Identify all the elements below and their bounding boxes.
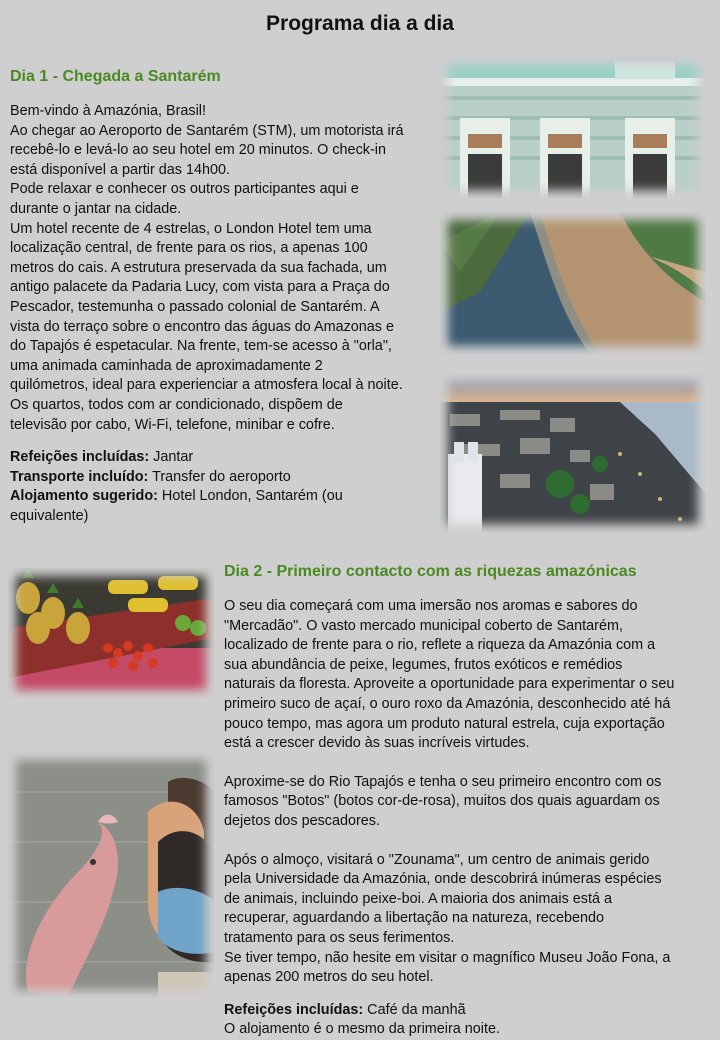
day1-line: televisão por cabo, Wi-Fi, telefone, minibar e cofre. [10,416,335,433]
day2-line: dejetos dos pescadores. [224,812,380,829]
day2-line: apenas 200 metros do seu hotel. [224,969,434,986]
day1-line: Bem-vindo à Amazónia, Brasil! [10,103,206,119]
hotel-facade-photo [440,56,706,198]
day2-line: Após o almoço, visitará o "Zounama", um centro de animais gerido [224,851,650,868]
day2-line: sua abundância de peixe, legumes, frutos exóticos e remédios [224,656,623,673]
day2-line: O seu dia começará com uma imersão nos aromas e sabores do [224,598,638,614]
meals-value: Jantar [149,449,194,466]
day1-line: uma animada caminhada de aproximadamente 2 [10,357,323,374]
day2-line: localizado de frente para o rio, reflete a riqueza da Amazónia com a [224,637,656,654]
day1-line: Os quartos, todos com ar condicionado, dispõem de [10,396,343,413]
day1-body [10,102,440,526]
meals-label: Refeições incluídas: [224,1001,364,1018]
day1-line: Ao chegar ao Aeroporto de Santarém (STM), um motorista irá [10,122,404,139]
santarem-city-photo [440,374,706,532]
day1-line: do Tapajós é espetacular. Na frente, tem-se acesso à "orla", [10,338,392,355]
day2-line: "Mercadão". O vasto mercado municipal coberto de Santarém, [224,617,623,634]
day2-line: famosos "Botos" (botos cor-de-rosa), muitos dos quais aguardam os [224,793,660,810]
market-fruit-photo [8,568,214,698]
day1-lodging [10,487,440,507]
day1-line: quilómetros, ideal para experienciar a atmosfera local à noite. [10,377,403,394]
day2-line: Aproxime-se do Rio Tapajós e tenha o seu primeiro encontro com os [224,773,662,790]
day2-line: naturais da floresta. Aproveite a oportunidade para experimentar o seu [224,676,675,693]
day1-line: Pode relaxar e conhecer os outros participantes aqui e [10,181,359,198]
day1-line: antigo palacete da Padaria Lucy, com vista para a Praça do [10,279,390,296]
day2-line: recuperar, aguardando a libertação na natureza, recebendo [224,910,605,927]
lodging-value: Hotel London, Santarém (ou [157,488,343,505]
day1-meals [10,448,440,468]
day1-lodging-cont: equivalente) [10,507,89,524]
meals-label: Refeições incluídas: [10,449,150,466]
day2-line: tratamento para os seus ferimentos. [224,929,455,946]
day1-line: localização central, de frente para os rios, a apenas 100 [10,240,368,257]
day2-line: de animais, incluindo peixe-boi. A maioria dos animais está a [224,890,612,907]
day2-lodging-note: O alojamento é o mesmo da primeira noite. [224,1021,500,1038]
day2-line: primeiro suco de açaí, o ouro roxo da Amazónia, desconhecido até há [224,695,671,712]
day1-line: Pescador, testemunha o passado colonial de Santarém. A [10,298,380,315]
day1-line: metros do cais. A estrutura preservada da sua fachada, um [10,259,387,276]
lodging-label: Alojamento sugerido: [10,488,158,505]
river-meeting-photo [440,212,706,354]
transport-value: Transfer do aeroporto [148,468,291,485]
day2-line: pela Universidade da Amazónia, onde descobrirá inúmeras espécies [224,871,662,888]
day2-body [224,597,714,1040]
day2-line: Se tiver tempo, não hesite em visitar o magnífico Museu João Fona, a [224,949,671,966]
day1-line: durante o jantar na cidade. [10,200,182,217]
day1-line: recebê-lo e levá-lo ao seu hotel em 20 minutos. O check-in [10,142,386,159]
day2-meals [224,1001,714,1021]
meals-value: Café da manhã [363,1001,466,1018]
day2-line: está a crescer devido às suas incríveis virtudes. [224,735,530,752]
page-title: Programa dia a dia [266,12,454,35]
transport-label: Transporte incluído: [10,468,149,485]
day2-line: pouco tempo, mas agora um produto natural estrela, cuja exportação [224,715,665,732]
day1-line: Um hotel recente de 4 estrelas, o London Hotel tem uma [10,220,372,237]
day1-transport [10,468,440,488]
day1-title: Dia 1 - Chegada a Santarém [10,68,221,85]
day1-line: está disponível a partir das 14h00. [10,161,230,178]
day1-line: vista do terraço sobre o encontro das águas do Amazonas e [10,318,394,335]
day2-title: Dia 2 - Primeiro contacto com as riquezas amazónicas [224,563,637,580]
pink-dolphin-photo [8,752,214,998]
